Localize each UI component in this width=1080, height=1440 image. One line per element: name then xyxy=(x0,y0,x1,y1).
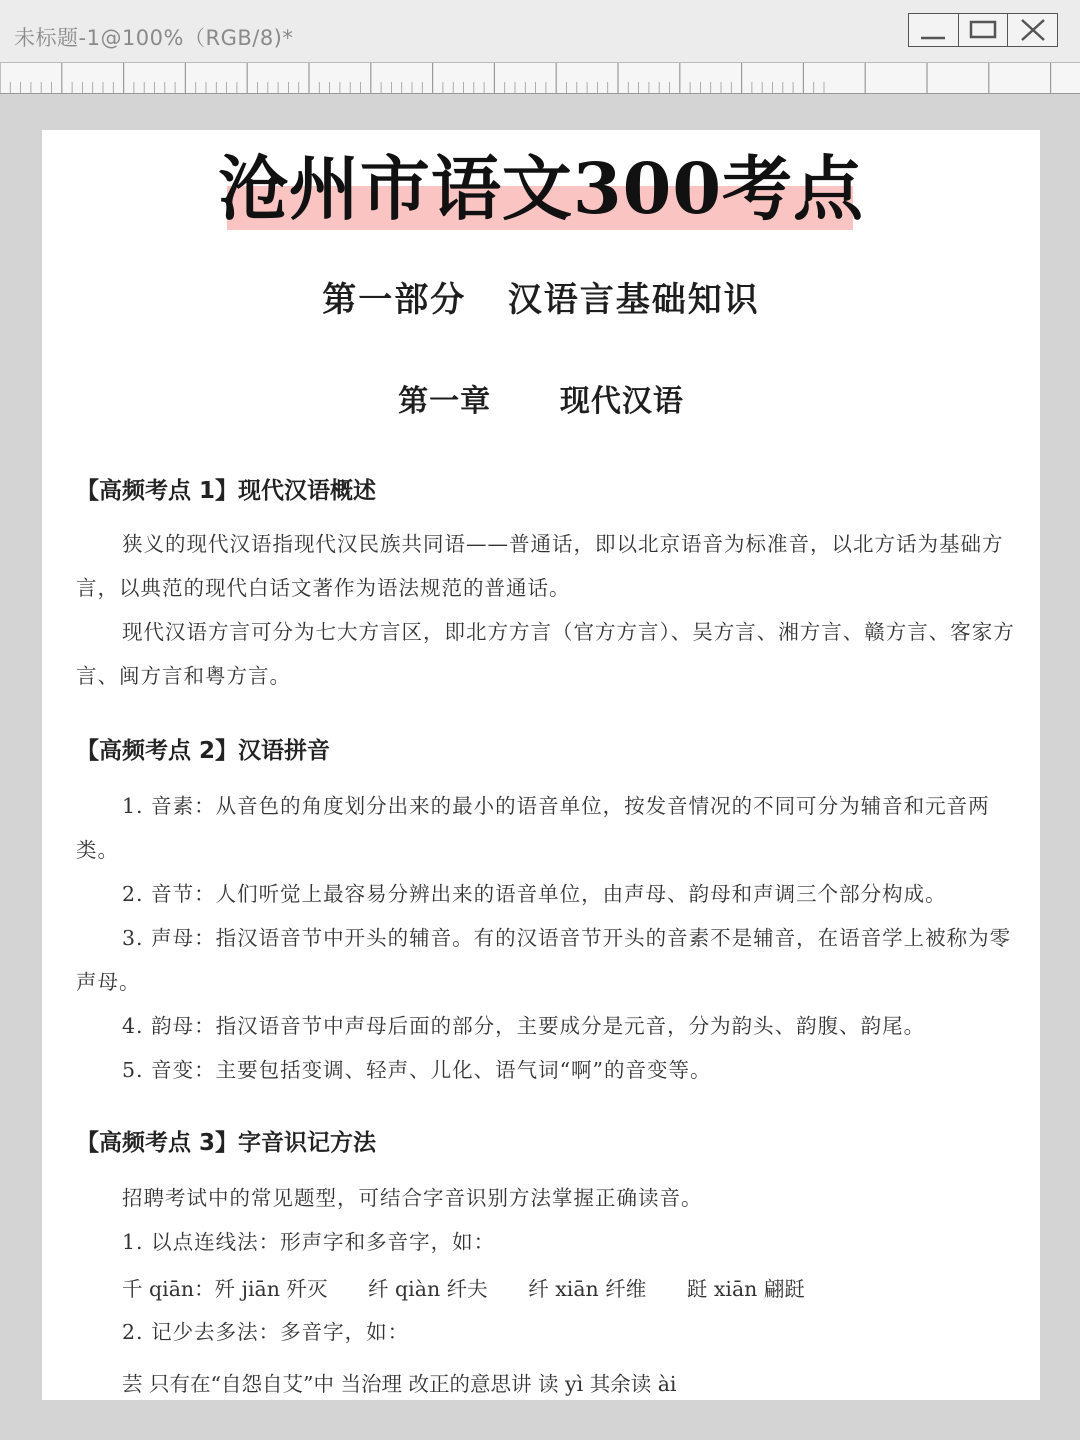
document-page xyxy=(42,130,1040,1400)
ruler[interactable] xyxy=(0,62,1080,94)
pinyin-example: 千 qiān：歼 jiān 歼灭 xyxy=(122,1277,328,1301)
section-heading-2: 【高频考点 2】汉语拼音 xyxy=(76,738,331,764)
section-heading-1: 【高频考点 1】现代汉语概述 xyxy=(76,478,377,504)
maximize-icon xyxy=(968,18,998,42)
paragraph: 狭义的现代汉语指现代汉民族共同语——普通话，即以北京语音为标准音，以北方话为基础方言，以典范的现代白话文著作为语法规范的普通话。 xyxy=(76,532,1004,600)
list-item: 4. 韵母：指汉语音节中声母后面的部分，主要成分是元音，分为韵头、韵腹、韵尾。 xyxy=(122,1014,926,1038)
paragraph: 招聘考试中的常见题型，可结合字音识别方法掌握正确读音。 xyxy=(122,1186,703,1210)
minimize-icon xyxy=(918,18,948,42)
list-item: 1. 音素：从音色的角度划分出来的最小的语音单位，按发音情况的不同可分为辅音和元音两类。 xyxy=(76,794,990,862)
list-item: 3. 声母：指汉语音节中开头的辅音。有的汉语音节开头的音素不是辅音，在语音学上被称为零声母。 xyxy=(76,926,1012,994)
minimize-button[interactable] xyxy=(909,14,958,46)
cut-off-line: 芸 只有在“自怨自艾”中 当治理 改正的意思讲 读 yì 其余读 ài xyxy=(122,1372,677,1396)
window-controls xyxy=(908,13,1058,47)
ruler-ticks xyxy=(0,63,1080,93)
list-item: 2. 记少去多法：多音字，如： xyxy=(122,1320,410,1344)
list-item: 2. 音节：人们听觉上最容易分辨出来的语音单位，由声母、韵母和声调三个部分构成。 xyxy=(122,882,947,906)
section-heading-3: 【高频考点 3】字音识记方法 xyxy=(76,1130,377,1156)
document-title: 沧州市语文300考点 xyxy=(217,147,865,230)
list-item: 1. 以点连线法：形声字和多音字，如： xyxy=(122,1230,496,1254)
maximize-button[interactable] xyxy=(958,14,1008,46)
pinyin-example: 纤 qiàn 纤夫 xyxy=(368,1277,488,1301)
pinyin-examples xyxy=(122,1267,839,1311)
window-title: 未标题-1@100%（RGB/8)* xyxy=(14,26,294,50)
chapter-heading: 第一章 现代汉语 xyxy=(398,384,684,419)
title-bar xyxy=(0,0,1080,63)
pinyin-example: 纤 xiān 纤维 xyxy=(528,1277,647,1301)
pinyin-example: 跹 xiān 翩跹 xyxy=(686,1277,805,1301)
close-icon xyxy=(1018,18,1048,42)
list-item: 5. 音变：主要包括变调、轻声、儿化、语气词“啊”的音变等。 xyxy=(122,1058,712,1082)
part-heading: 第一部分 汉语言基础知识 xyxy=(322,280,760,320)
paragraph: 现代汉语方言可分为七大方言区，即北方方言（官方方言）、吴方言、湘方言、赣方言、客家方言、闽方言和粤方言。 xyxy=(76,620,1015,688)
close-button[interactable] xyxy=(1007,14,1057,46)
